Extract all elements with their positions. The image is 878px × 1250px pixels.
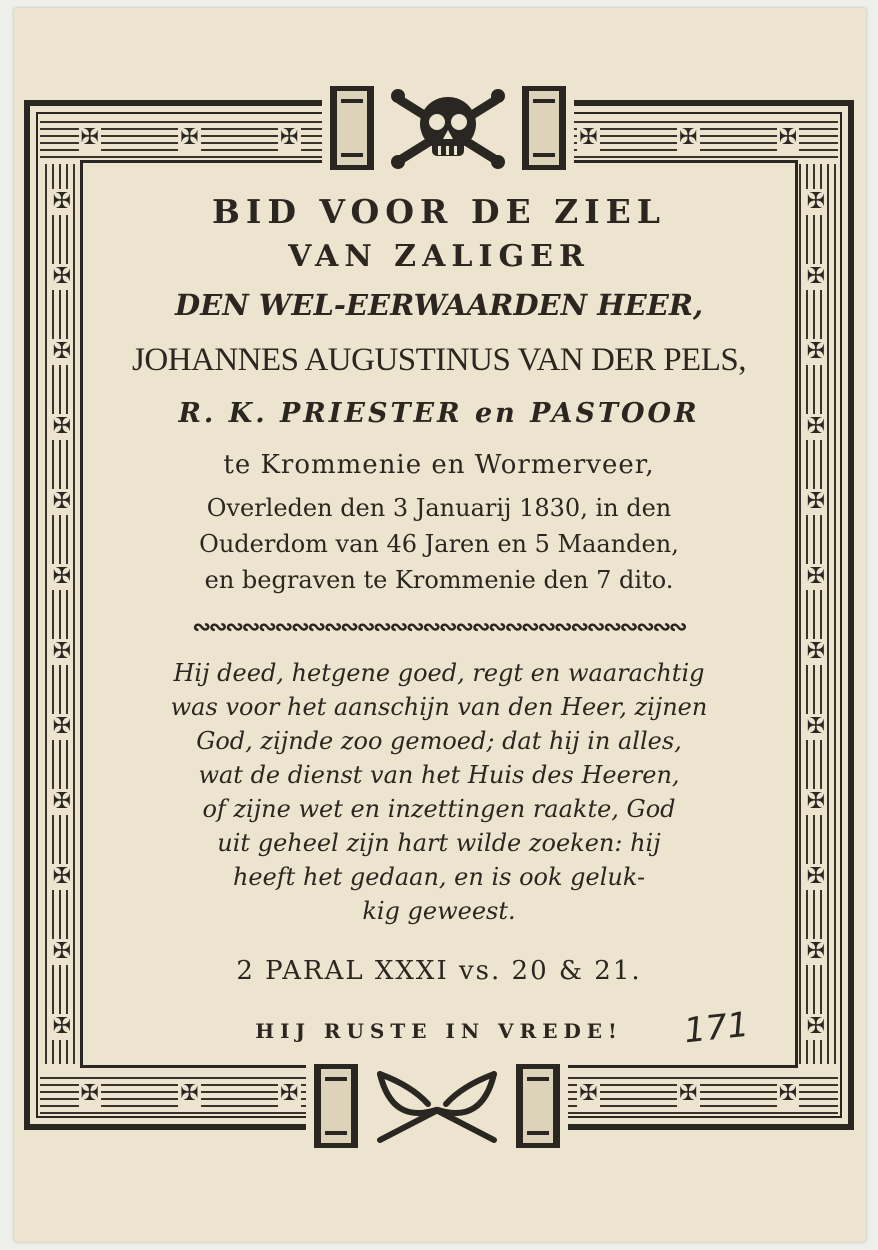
heading-deceased: VAN ZALIGER xyxy=(288,239,590,274)
top-ornament xyxy=(322,82,574,174)
quote-line: of zijne wet en inzettingen raakte, God xyxy=(202,795,676,823)
hourglass-icon xyxy=(314,1064,358,1148)
cross-icon: ✠ xyxy=(52,188,72,214)
handwritten-number: 171 xyxy=(682,1004,751,1052)
cross-icon: ✠ xyxy=(52,938,72,964)
burial-line: en begraven te Krommenie den 7 dito. xyxy=(204,566,674,594)
card-text xyxy=(94,188,784,1054)
cross-icon: ✠ xyxy=(679,125,698,150)
cross-icon: ✠ xyxy=(806,638,826,664)
cross-icon: ✠ xyxy=(52,713,72,739)
cross-icon: ✠ xyxy=(52,263,72,289)
quote-line: was voor het aanschijn van den Heer, zijnen xyxy=(170,693,708,721)
bottom-ornament xyxy=(306,1060,568,1152)
cross-icon: ✠ xyxy=(679,1081,698,1106)
hourglass-icon xyxy=(516,1064,560,1148)
honorific-line: DEN WEL-EERWAARDEN HEER, xyxy=(174,288,704,322)
cross-icon: ✠ xyxy=(52,338,72,364)
cross-icon: ✠ xyxy=(806,188,826,214)
hourglass-icon xyxy=(330,86,374,170)
cross-icon: ✠ xyxy=(80,1081,100,1106)
cross-icon: ✠ xyxy=(806,938,826,964)
quote-line: God, zijnde zoo gemoed; dat hij in alles, xyxy=(196,727,682,755)
cross-icon: ✠ xyxy=(579,1081,598,1106)
quote-line: uit geheel zijn hart wilde zoeken: hij xyxy=(217,829,661,857)
cross-icon: ✠ xyxy=(180,1081,199,1106)
cross-icon: ✠ xyxy=(806,338,826,364)
deceased-name: JOHANNES AUGUSTINUS VAN DER PELS, xyxy=(132,342,746,378)
closing-line: HIJ RUSTE IN VREDE! xyxy=(255,1019,623,1043)
quote-line: Hij deed, hetgene goed, regt en waarachtig xyxy=(173,659,705,687)
cross-icon: ✠ xyxy=(52,563,72,589)
cross-icon: ✠ xyxy=(579,125,598,150)
cross-icon: ✠ xyxy=(806,863,826,889)
hourglass-icon xyxy=(522,86,566,170)
ornamental-divider: ∾∾∾∾∾∾∾∾∾∾∾∾∾∾∾∾∾∾∾∾∾∾∾∾∾∾∾∾∾∾ xyxy=(192,614,686,640)
cross-icon: ✠ xyxy=(52,788,72,814)
cross-icon: ✠ xyxy=(806,563,826,589)
cross-icon: ✠ xyxy=(806,488,826,514)
cross-icon: ✠ xyxy=(52,488,72,514)
cross-icon: ✠ xyxy=(806,413,826,439)
death-date-line: Overleden den 3 Januarij 1830, in den xyxy=(206,494,672,522)
border-band-right xyxy=(794,164,838,1064)
parish-line: te Krommenie en Wormerveer, xyxy=(223,450,655,480)
cross-icon: ✠ xyxy=(52,638,72,664)
cross-icon: ✠ xyxy=(778,125,798,150)
quote-line: wat de dienst van het Huis des Heeren, xyxy=(198,761,680,789)
cross-icon: ✠ xyxy=(778,1081,798,1106)
cross-icon: ✠ xyxy=(80,125,100,150)
crossed-scythes-icon xyxy=(372,1064,502,1148)
quote-line: kig geweest. xyxy=(362,897,516,925)
cross-icon: ✠ xyxy=(52,863,72,889)
cross-icon: ✠ xyxy=(806,1013,826,1039)
heading-prayer: BID VOOR DE ZIEL xyxy=(211,192,666,231)
age-line: Ouderdom van 46 Jaren en 5 Maanden, xyxy=(199,530,679,558)
cross-icon: ✠ xyxy=(806,263,826,289)
cross-icon: ✠ xyxy=(806,713,826,739)
scripture-reference: 2 PARAL XXXI vs. 20 & 21. xyxy=(236,956,642,986)
cross-icon: ✠ xyxy=(52,1013,72,1039)
cross-icon: ✠ xyxy=(280,1081,299,1106)
cross-icon: ✠ xyxy=(806,788,826,814)
quote-line: heeft het gedaan, en is ook geluk- xyxy=(232,863,646,891)
cross-icon: ✠ xyxy=(52,413,72,439)
skull-crossbones-icon xyxy=(388,86,508,170)
cross-icon: ✠ xyxy=(280,125,299,150)
border-band-left xyxy=(40,164,84,1064)
title-line: R. K. PRIESTER en PASTOOR xyxy=(178,398,700,429)
cross-icon: ✠ xyxy=(180,125,199,150)
